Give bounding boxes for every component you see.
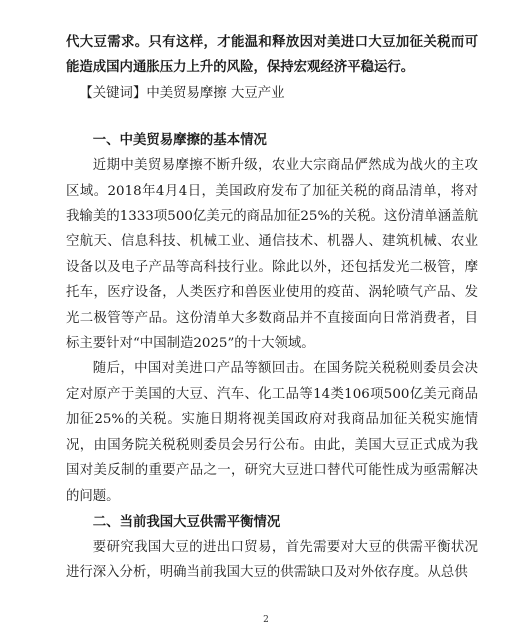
section-heading-1: 一、中美贸易摩擦的基本情况 [92,132,267,149]
section1-paragraph-2: 随后，中国对美进口产品等额回击。在国务院关税税则委员会决定对原产于美国的大豆、汽车、化工品等14类106项500亿美元商品加征25%的关税。实施日期将视美国政府对我商品加征关税实施情况，由国务院关税税则委员会另行公布。由此，美国大豆正式成为我国对美反制的重要产品之一，研究大豆进口替代可能性成为亟需解决的问题。 [66,361,478,504]
section1-paragraph-1: 近期中美贸易摩擦不断升级，农业大宗商品俨然成为战火的主攻区域。2018年4月4日，美国政府发布了加征关税的商品清单，将对我输美的1333项500亿美元的商品加征25%的关税。这份清单涵盖航空航天、信息科技、机械工业、通信技术、机器人、建筑机械、农业设备以及电子产品等高科技行业。除此以外，还包括发光二极管，摩托车，医疗设备，人类医疗和兽医业使用的疫苗、涡轮喷气产品、发光二极管等产品。这份清单大多数商品并不直接面向日常消费者，目标主要针对“中国制造2025”的十大领域。 [66,158,478,352]
section-heading-2: 二、当前我国大豆供需平衡情况 [92,513,281,530]
section2-paragraph-1: 要研究我国大豆的进出口贸易，首先需要对大豆的供需平衡状况进行深入分析，明确当前我国大豆的供需缺口及对外依存度。从总供 [66,539,478,581]
page-content [66,30,478,586]
section-spacer [66,106,478,127]
keywords-line: 【关键词】中美贸易摩擦 大豆产业 [79,85,285,101]
opening-bold-paragraph: 代大豆需求。只有这样，才能温和释放因对美进口大豆加征关税而可能造成国内通胀压力上升的风险，保持宏观经济平稳运行。 [66,34,478,76]
page-number: 2 [263,615,269,625]
